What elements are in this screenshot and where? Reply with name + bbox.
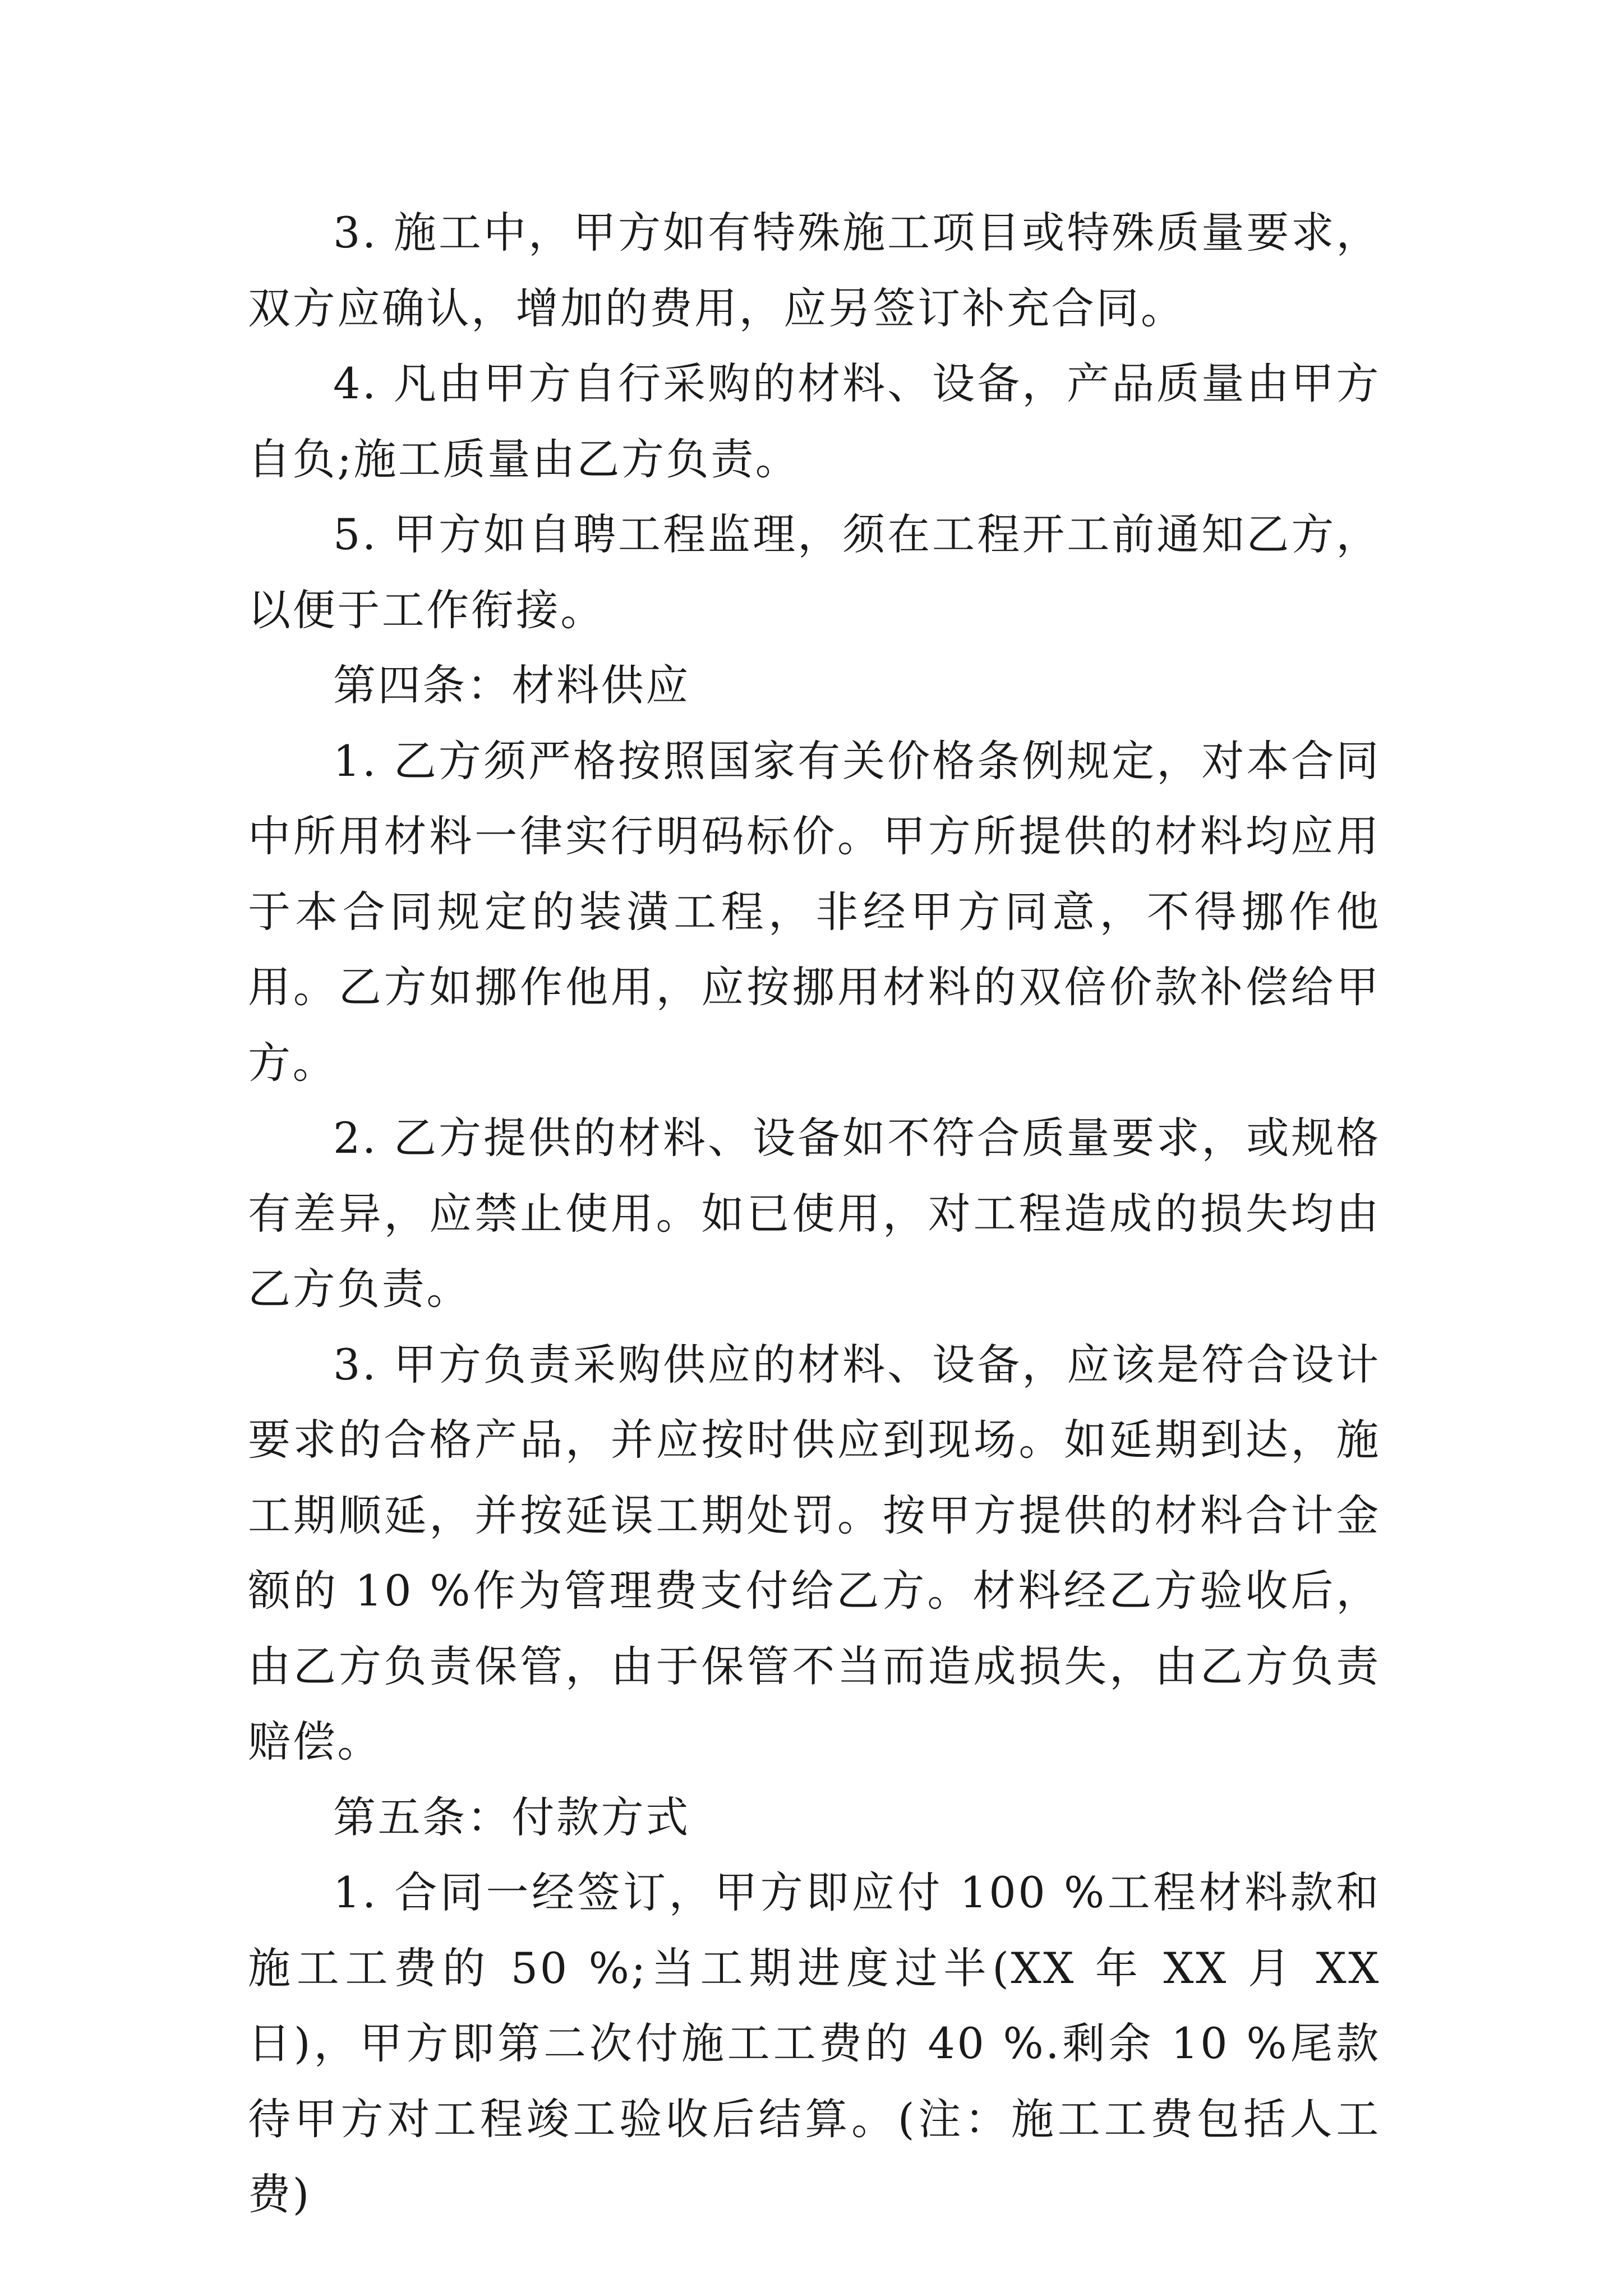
clause-paragraph: 1. 乙方须严格按照国家有关价格条例规定，对本合同中所用材料一律实行明码标价。甲方所提供的材料均应用于本合同规定的装潢工程，非经甲方同意，不得挪作他用。乙方如挪作他用，应按挪用材料的双倍价款补偿给甲方。 [248,735,1381,1088]
clause-paragraph: 4. 凡由甲方自行采购的材料、设备，产品质量由甲方自负;施工质量由乙方负责。 [248,358,1381,484]
clause-paragraph: 5. 甲方如自聘工程监理，须在工程开工前通知乙方，以便于工作衔接。 [248,509,1381,635]
clause-paragraph: 2. 乙方提供的材料、设备如不符合质量要求，或规格有差异，应禁止使用。如已使用，对工程造成的损失均由乙方负责。 [248,1113,1381,1314]
clause-paragraph: 3. 甲方负责采购供应的材料、设备，应该是符合设计要求的合格产品，并应按时供应到现场。如延期到达，施工期顺延，并按延误工期处罚。按甲方提供的材料合计金额的 10 %作为管理费支付给乙方。材料经乙方验收后，由乙方负责保管，由于保管不当而造成损失，由乙方负责赔偿。 [248,1339,1381,1766]
clause-paragraph: 3. 施工中，甲方如有特殊施工项目或特殊质量要求，双方应确认，增加的费用，应另签订补充合同。 [248,208,1381,333]
article-heading: 第五条：付款方式 [333,1792,690,1842]
clause-paragraph: 1. 合同一经签订，甲方即应付 100 %工程材料款和施工工费的 50 %;当工期进度过半(XX 年 XX 月 XX 日)，甲方即第二次付施工工费的 40 %.剩余 10 %尾款待甲方对工程竣工验收后结算。(注：施工工费包括人工费) [248,1867,1381,2219]
article-heading: 第四条：材料供应 [333,660,690,710]
document-body [248,195,1381,2233]
